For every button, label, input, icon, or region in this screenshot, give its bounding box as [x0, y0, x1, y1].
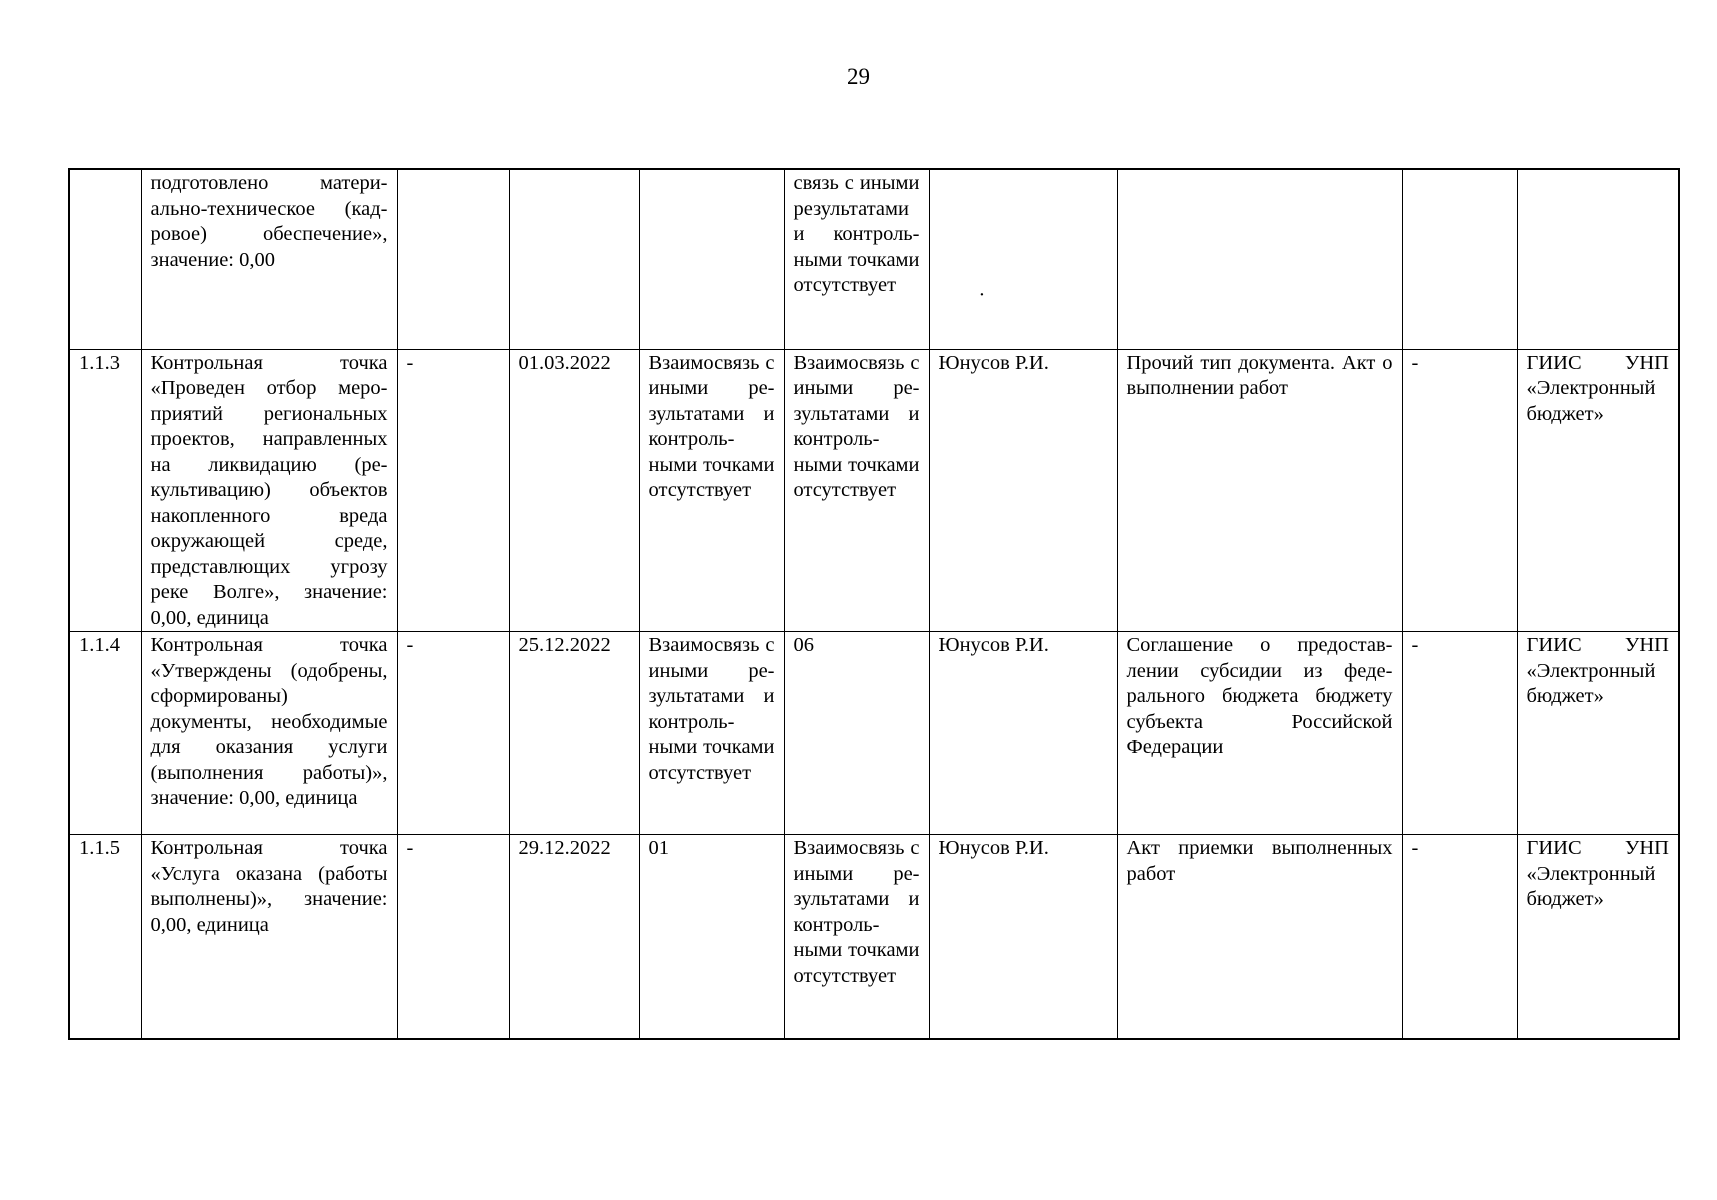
information-system-cell: ГИИС УНП «Электронный бюджет»	[1517, 632, 1679, 835]
control-point-name-cell: Контрольная точка «Утверждены (одобрены, сформированы) документы, необходимые для оказания услуги (выполнения работы)», значение: 0,00, единица	[141, 632, 397, 835]
row-number-cell: 1.1.4	[69, 632, 141, 835]
column-3-cell	[397, 169, 509, 349]
row-number-cell	[69, 169, 141, 349]
stray-mark: ·	[978, 284, 986, 306]
column-3-cell: -	[397, 835, 509, 1039]
successor-cell: связь с иными результатами и контрольными точками отсутствует	[784, 169, 929, 349]
table-row	[69, 169, 1679, 349]
successor-cell: Взаимосвязь с иными результатами и контрольными точками отсутствует	[784, 835, 929, 1039]
row-number-cell: 1.1.5	[69, 835, 141, 1039]
column-3-cell: -	[397, 632, 509, 835]
document-type-cell: Акт приемки выполненных работ	[1117, 835, 1402, 1039]
column-9-cell: -	[1402, 349, 1517, 632]
control-points-table	[68, 168, 1680, 1040]
predecessor-cell: 01	[639, 835, 784, 1039]
deadline-date-cell: 01.03.2022	[509, 349, 639, 632]
deadline-date-cell: 25.12.2022	[509, 632, 639, 835]
table-row	[69, 349, 1679, 632]
page-number: 29	[847, 64, 870, 89]
predecessor-cell	[639, 169, 784, 349]
successor-cell: 06	[784, 632, 929, 835]
document-type-cell	[1117, 169, 1402, 349]
column-9-cell: -	[1402, 632, 1517, 835]
column-3-cell: -	[397, 349, 509, 632]
predecessor-cell: Взаимосвязь с иными результатами и контрольными точками отсутствует	[639, 632, 784, 835]
information-system-cell	[1517, 169, 1679, 349]
deadline-date-cell	[509, 169, 639, 349]
deadline-date-cell: 29.12.2022	[509, 835, 639, 1039]
column-9-cell	[1402, 169, 1517, 349]
column-9-cell: -	[1402, 835, 1517, 1039]
control-point-name-cell: подготовлено материально-техническое (кадровое) обеспечение», значение: 0,00	[141, 169, 397, 349]
successor-cell: Взаимосвязь с иными результатами и контрольными точками отсутствует	[784, 349, 929, 632]
responsible-cell	[929, 169, 1117, 349]
responsible-cell: Юнусов Р.И.	[929, 632, 1117, 835]
control-point-name-cell: Контрольная точка «Проведен отбор мероприятий региональных проектов, направленных на ликвидацию (рекультивацию) объектов накопленного вреда окружающей среде, представлющих угрозу реке Волге», значение: 0,00, единица	[141, 349, 397, 632]
responsible-cell: Юнусов Р.И.	[929, 835, 1117, 1039]
row-number-cell: 1.1.3	[69, 349, 141, 632]
control-point-name-cell: Контрольная точка «Услуга оказана (работы выполнены)», значение: 0,00, единица	[141, 835, 397, 1039]
table-row	[69, 835, 1679, 1039]
responsible-cell: Юнусов Р.И.	[929, 349, 1117, 632]
predecessor-cell: Взаимосвязь с иными результатами и контрольными точками отсутствует	[639, 349, 784, 632]
table-row	[69, 632, 1679, 835]
information-system-cell: ГИИС УНП «Электронный бюджет»	[1517, 349, 1679, 632]
document-type-cell: Прочий тип документа. Акт о выполнении работ	[1117, 349, 1402, 632]
document-type-cell: Соглашение о предоставлении субсидии из федерального бюджета бюджету субъекта Российской Федерации	[1117, 632, 1402, 835]
information-system-cell: ГИИС УНП «Электронный бюджет»	[1517, 835, 1679, 1039]
